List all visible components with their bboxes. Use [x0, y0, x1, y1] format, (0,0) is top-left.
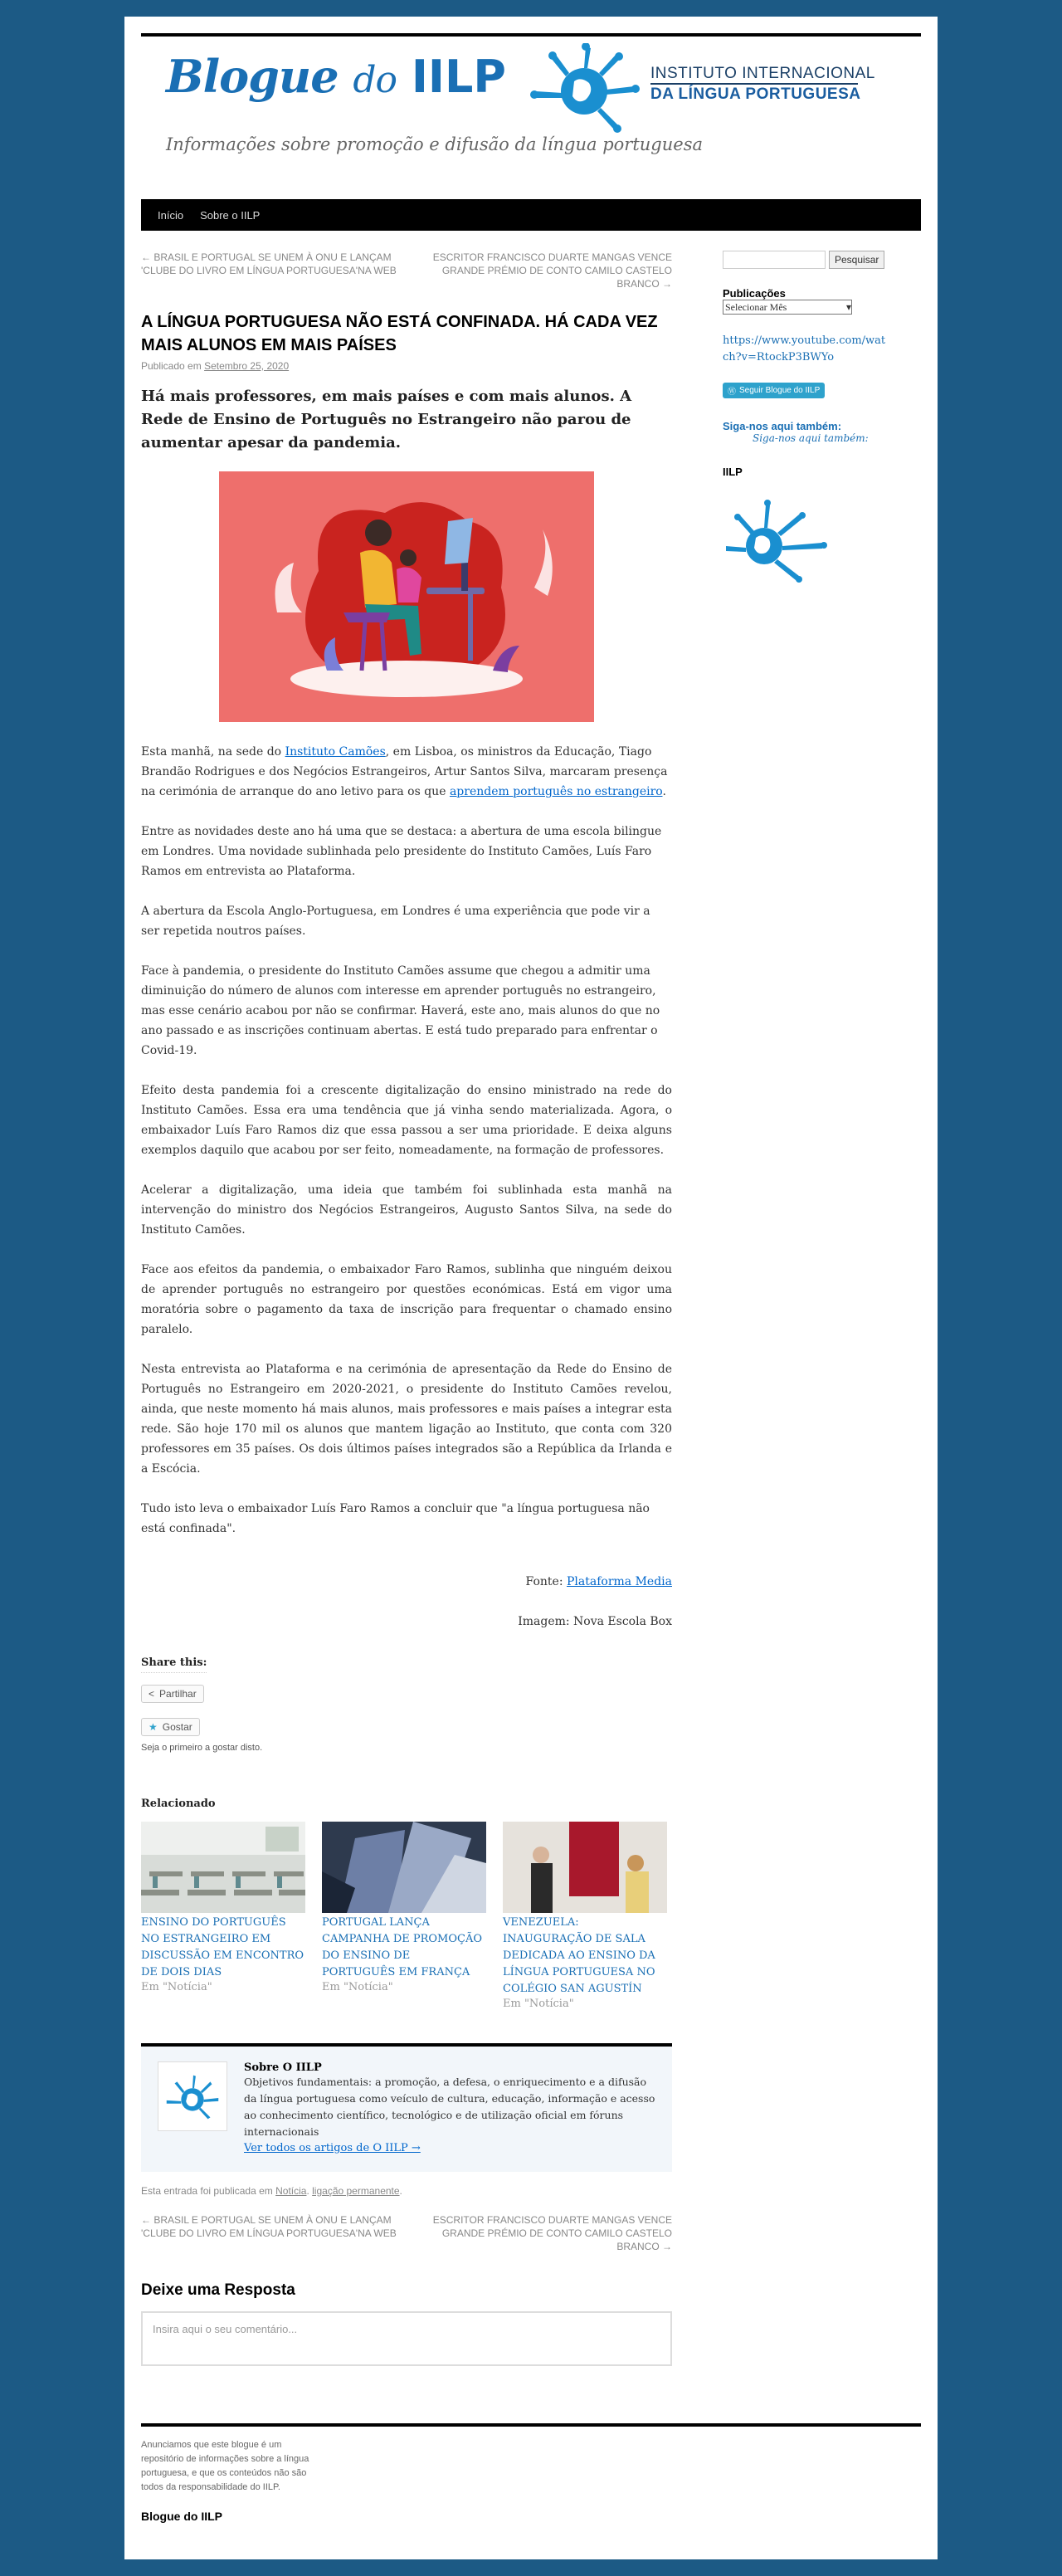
post-title: A LÍNGUA PORTUGUESA NÃO ESTÁ CONFINADA. HÁ CADA VEZ MAIS ALUNOS EM MAIS PAÍSES [141, 313, 658, 354]
like-label: Gostar [162, 1721, 192, 1733]
paragraph-1: Esta manhã, na sede do Instituto Camões, em Lisboa, os ministros da Educação, Tiago Brandão Rodrigues e dos Negócios Estrangeiros, Artur Santos Silva, marcaram presença na cerimónia de arranque do ano letivo para os que aprendem português no estrangeiro. [141, 745, 668, 798]
follow-label: Seguir Blogue do IILP [739, 386, 821, 395]
share-heading: Share this: [141, 1656, 207, 1673]
related-category: Em "Notícia" [322, 1981, 393, 1993]
prev-post-link-bottom[interactable]: ← BRASIL E PORTUGAL SE UNEM À ONU E LANÇAM 'CLUBE DO LIVRO EM LÍNGUA PORTUGUESA'NA WEB [141, 2214, 397, 2239]
institute-rule [650, 83, 858, 85]
institute-line1: INSTITUTO INTERNACIONAL [650, 65, 875, 82]
social-subtitle: Siga-nos aqui também: [753, 432, 869, 444]
post-body [141, 742, 672, 1632]
sidebar [723, 251, 889, 586]
paragraph-6: Acelerar a digitalização, uma ideia que também foi sublinhada esta manhã na intervenção do ministro dos Negócios Estrangeiros, Augusto Santos Silva, na sede do Instituto Camões. [141, 1183, 672, 1237]
blog-title[interactable] [166, 50, 506, 103]
footer-site-name[interactable]: Blogue do IILP [141, 2510, 222, 2523]
related-item[interactable] [322, 1822, 486, 2010]
archives-title: Publicações [723, 287, 786, 300]
author-posts-link[interactable]: Ver todos os artigos de O IILP → [244, 2142, 421, 2154]
search-widget [723, 251, 889, 269]
iilp-word: IILP [411, 51, 507, 103]
related-title[interactable]: VENEZUELA: INAUGURAÇÃO DE SALA DEDICADA AO ENSINO DA LÍNGUA PORTUGUESA NO COLÉGIO SAN AGUSTÍN [503, 1916, 655, 1995]
paragraph-5: Efeito desta pandemia foi a crescente digitalização do ensino ministrado na rede do Instituto Camões. Essa era uma tendência que já vinha sendo materializada. Agora, o embaixador Luís Faro Ramos diz que essa passou a ser uma prioridade. E deixa alguns exemplos daquilo que acabou por ser feito, nomeadamente, na formação de professores. [141, 1084, 672, 1157]
related-category: Em "Notícia" [503, 1998, 574, 2010]
comment-textarea[interactable]: Insira aqui o seu comentário... [141, 2311, 672, 2366]
post-date-link[interactable]: Setembro 25, 2020 [204, 360, 290, 372]
paragraph-8: Nesta entrevista ao Plataforma e na cerimónia de apresentação da Rede do Ensino de Português no Estrangeiro em 2020-2021, o presidente do Instituto Camões revelou, ainda, que neste momento há mais alunos, mais professores e mais países a integrar esta rede. São hoje 170 mil os alunos que mantem ligação ao Instituto, que conta com 320 professores em 35 países. Os dois últimos países integrados são a República da Irlanda e a Escócia. [141, 1363, 672, 1476]
link-instituto-camoes[interactable]: Instituto Camões [285, 745, 386, 759]
source-line: Fonte: Plataforma Media [525, 1575, 672, 1588]
permalink[interactable]: ligação permanente [312, 2185, 400, 2197]
author-name: Sobre O IILP [244, 2061, 322, 2074]
next-post-link[interactable]: ESCRITOR FRANCISCO DUARTE MANGAS VENCE GRANDE PRÉMIO DE CONTO CAMILO CASTELO BRANCO → [432, 251, 672, 290]
related-item[interactable] [503, 1822, 667, 2010]
author-description: Objetivos fundamentais: a promoção, a defesa, o enriquecimento e a difusão da língua portuguesa como veículo de cultura, educação, informação e acesso ao conhecimento científico, tecnológico e de utilização oficial em fóruns internacionais [244, 2076, 655, 2138]
source-link[interactable]: Plataforma Media [567, 1575, 672, 1588]
search-button[interactable]: Pesquisar [829, 251, 884, 269]
post-navigation-top [141, 251, 672, 290]
hero-illustration [219, 471, 594, 722]
share-button[interactable] [141, 1685, 204, 1703]
related-title[interactable]: PORTUGAL LANÇA CAMPANHA DE PROMOÇÃO DO ENSINO DE PORTUGUÊS EM FRANÇA [322, 1916, 483, 1978]
chevron-down-icon: ▾ [845, 300, 851, 313]
page [124, 17, 938, 2559]
site-tagline: Informações sobre promoção e difusão da língua portuguesa [166, 134, 703, 154]
post-navigation-bottom [141, 2213, 672, 2253]
nav-item-sobre[interactable]: Sobre o IILP [200, 208, 261, 222]
main-nav [141, 199, 921, 231]
blog-word: Blogue [166, 50, 339, 103]
related-title[interactable]: ENSINO DO PORTUGUÊS NO ESTRANGEIRO EM DISCUSSÃO EM ENCONTRO DE DOIS DIAS [141, 1916, 304, 1978]
archives-select-value: Selecionar Mês [725, 300, 787, 313]
footer-disclaimer: Anunciamos que este blogue é um repositório de informações sobre a língua portuguesa, e que os conteúdos não são todos da responsabilidade do IILP. [141, 2440, 309, 2492]
prev-post-link[interactable]: ← BRASIL E PORTUGAL SE UNEM À ONU E LANÇAM 'CLUBE DO LIVRO EM LÍNGUA PORTUGUESA'NA WEB [141, 251, 397, 276]
follow-button[interactable] [723, 383, 825, 398]
related-item[interactable] [141, 1822, 305, 2010]
author-box [141, 2043, 672, 2172]
wordpress-icon: Ⓦ [728, 388, 736, 397]
post-meta [141, 360, 672, 372]
related-thumb-inauguration [503, 1822, 667, 1913]
image-credit: Imagem: Nova Escola Box [518, 1615, 672, 1628]
iilp-sidebar-logo[interactable] [723, 495, 834, 586]
iilp-globe-logo [526, 43, 642, 134]
reply-heading: Deixe uma Resposta [141, 2281, 295, 2299]
share-label: Partilhar [159, 1688, 197, 1700]
iilp-widget-title: IILP [723, 466, 743, 478]
institute-name [650, 65, 875, 103]
paragraph-7: Face aos efeitos da pandemia, o embaixador Faro Ramos, sublinha que ninguém deixou de aprender português no estrangeiro por questões económicas. Está em vigor uma moratória sobre o pagamento da taxa de inscrição para frequentar o chamado ensino paralelo. [141, 1263, 672, 1336]
site-footer [141, 2423, 921, 2523]
related-category: Em "Notícia" [141, 1981, 212, 1993]
institute-line2: DA LÍNGUA PORTUGUESA [650, 85, 861, 103]
link-aprendem-portugues[interactable]: aprendem português no estrangeiro [449, 785, 663, 798]
related-posts [141, 1822, 672, 2010]
post-lead: Há mais professores, em mais países e com mais alunos. A Rede de Ensino de Português no Estrangeiro não parou de aumentar apesar da pandemia. [141, 388, 632, 451]
share-icon: < [149, 1688, 155, 1700]
next-post-link-bottom[interactable]: ESCRITOR FRANCISCO DUARTE MANGAS VENCE GRANDE PRÉMIO DE CONTO CAMILO CASTELO BRANCO → [432, 2214, 672, 2252]
category-link[interactable]: Notícia [275, 2185, 307, 2197]
paragraph-2: Entre as novidades deste ano há uma que se destaca: a abertura de uma escola bilingue em Londres. Uma novidade sublinhada pelo presidente do Instituto Camões, Luís Faro Ramos em entrevista ao Plataforma. [141, 825, 662, 878]
like-note: Seja o primeiro a gostar disto. [141, 1743, 263, 1753]
search-input[interactable] [723, 251, 826, 269]
paragraph-9: Tudo isto leva o embaixador Luís Faro Ramos a concluir que "a língua portuguesa não está confinada". [141, 1502, 650, 1535]
author-avatar [158, 2061, 227, 2131]
archives-select[interactable] [723, 300, 852, 315]
related-heading: Relacionado [141, 1798, 216, 1810]
post-footer-meta: Esta entrada foi publicada em Notícia. ligação permanente. [141, 2185, 402, 2197]
youtube-link[interactable]: https://www.youtube.com/watch?v=RtockP3BWYo [723, 334, 886, 363]
related-thumb-classroom [141, 1822, 305, 1913]
star-icon: ★ [149, 1721, 158, 1733]
related-thumb-books [322, 1822, 486, 1913]
main-content [141, 251, 672, 2366]
like-button[interactable] [141, 1718, 200, 1736]
site-branding[interactable] [141, 37, 921, 199]
footer-rule [141, 2423, 921, 2427]
paragraph-4: Face à pandemia, o presidente do Instituto Camões assume que chegou a admitir uma diminuição do número de alunos com interesse em aprender português no estrangeiro, mas esse cenário acabou por não se confirmar. Haverá, este ano, mais alunos do que no ano passado e as inscrições continuam abertas. E está tudo preparado para enfrentar o Covid-19. [141, 964, 660, 1057]
nav-item-inicio[interactable]: Início [158, 208, 184, 222]
social-title: Siga-nos aqui também: [723, 420, 842, 432]
paragraph-3: A abertura da Escola Anglo-Portuguesa, em Londres é uma experiência que pode vir a ser repetida noutros países. [141, 905, 650, 938]
meta-prefix: Publicado em [141, 360, 202, 372]
do-word: do [353, 59, 397, 101]
